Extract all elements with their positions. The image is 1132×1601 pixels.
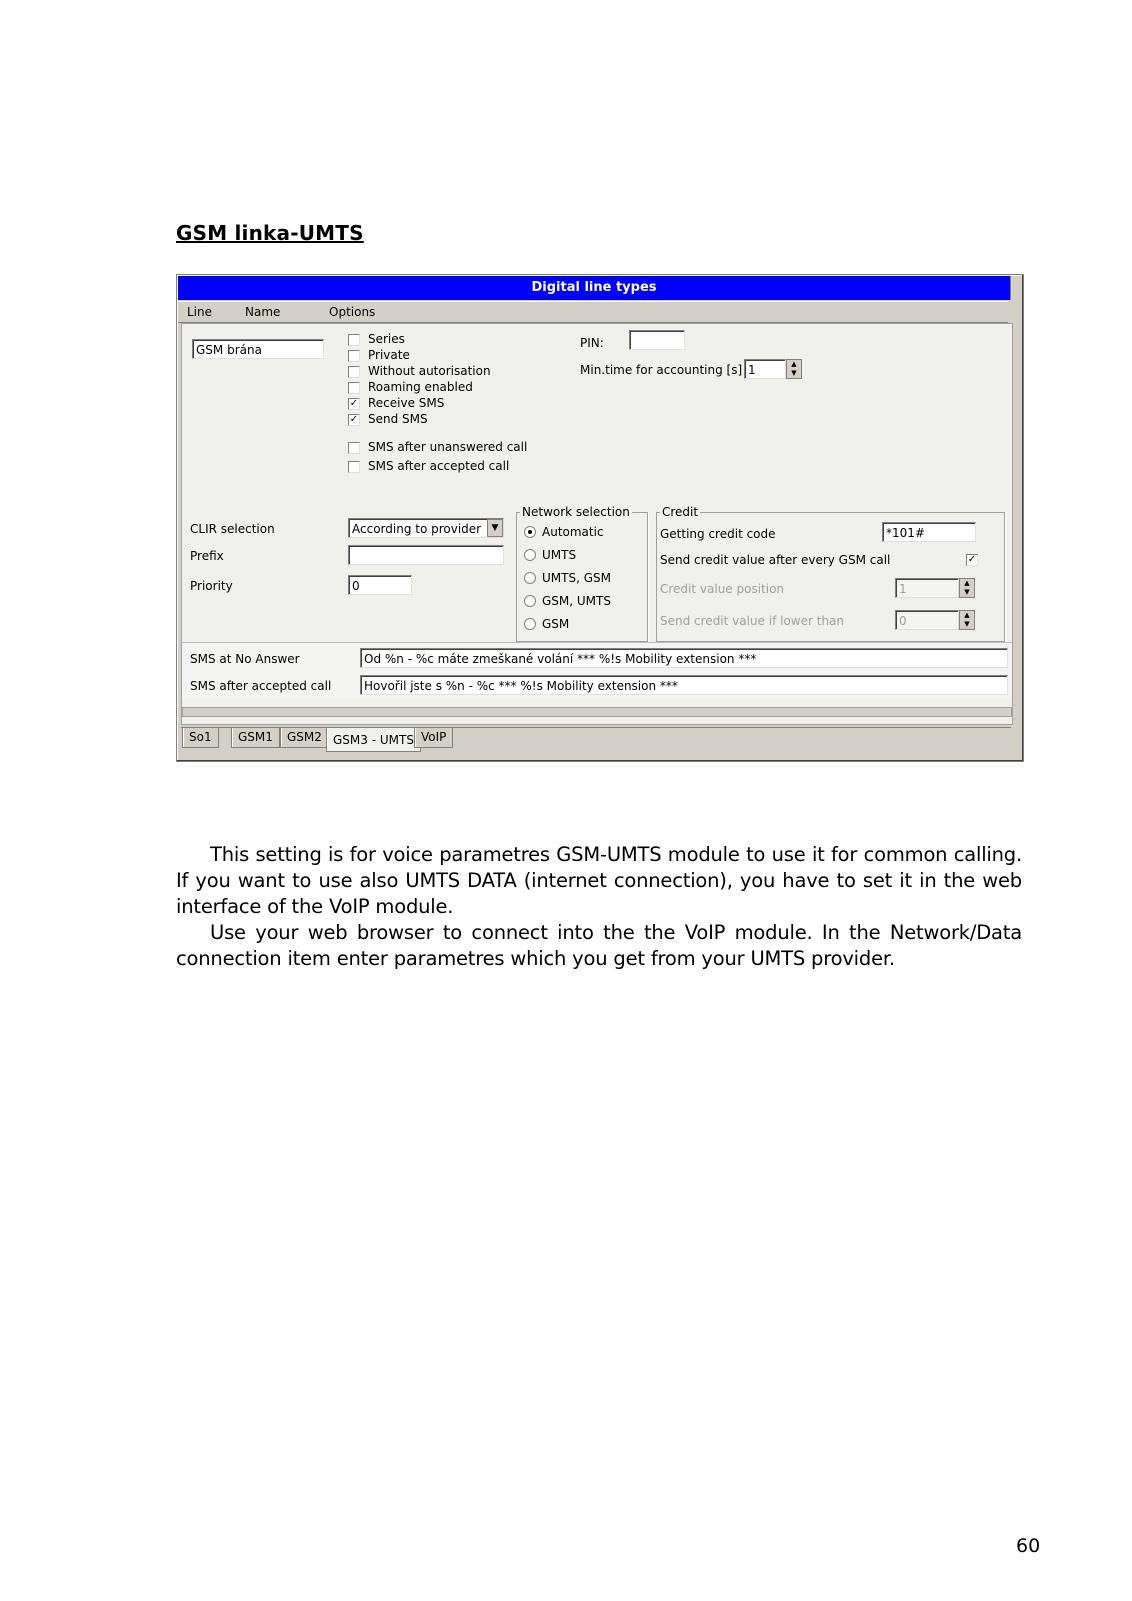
title-scroll-corner — [1010, 276, 1021, 300]
network-radio[interactable] — [524, 572, 536, 584]
column-options[interactable]: Options — [329, 305, 376, 319]
option-checkbox[interactable]: ✓ — [349, 398, 359, 409]
sms-option-checkbox[interactable] — [348, 442, 360, 454]
option-checkbox[interactable]: ✓ — [349, 414, 359, 425]
column-name[interactable]: Name — [245, 305, 281, 319]
credit-code-label: Getting credit code — [660, 527, 776, 541]
network-radio-label: Automatic — [542, 525, 604, 539]
option-label: Without autorisation — [368, 364, 491, 378]
sms-accepted-input[interactable]: Hovořil jste s %n - %c *** %!s Mobility extension *** — [360, 675, 1008, 695]
network-radio-label: GSM — [542, 617, 570, 631]
option-checkbox[interactable] — [348, 382, 360, 394]
horizontal-scrollbar[interactable] — [182, 707, 1012, 717]
send-credit-after-label: Send credit value after every GSM call — [660, 553, 891, 567]
chevron-down-icon[interactable]: ▼ — [487, 519, 503, 537]
option-checkbox[interactable] — [348, 350, 360, 362]
option-checkbox[interactable] — [348, 334, 360, 346]
network-selection-title: Network selection — [522, 505, 630, 519]
prefix-input[interactable] — [348, 545, 504, 565]
network-radio[interactable] — [524, 549, 536, 561]
network-radio[interactable] — [524, 526, 536, 538]
prefix-label: Prefix — [190, 549, 224, 563]
priority-label: Priority — [190, 579, 233, 593]
option-checkbox[interactable] — [348, 366, 360, 378]
tab-gsm2[interactable]: GSM2 — [280, 728, 329, 748]
credit-code-input[interactable]: *101# — [882, 522, 976, 542]
priority-input[interactable]: 0 — [348, 575, 412, 595]
network-radio[interactable] — [524, 595, 536, 607]
credit-title: Credit — [662, 505, 699, 519]
line-name-input[interactable]: GSM brána — [192, 339, 324, 359]
network-radio-label: UMTS — [542, 548, 577, 562]
credit-lower-label: Send credit value if lower than — [660, 614, 845, 628]
paragraph-1: This setting is for voice parametres GSM-UMTS module to use it for common calling. If you want to use also UMTS DATA (internet connection), you have to set it in the web interface of the VoIP module. — [176, 843, 1022, 918]
page-number: 60 — [1016, 1535, 1041, 1557]
window-title: Digital line types — [178, 276, 1010, 300]
tab-gsm3-umts[interactable]: GSM3 - UMTS — [326, 728, 421, 752]
column-line[interactable]: Line — [187, 305, 213, 319]
network-radio[interactable] — [524, 618, 536, 630]
credit-position-spinner[interactable]: ▲ ▼ — [959, 578, 975, 598]
option-label: Roaming enabled — [368, 380, 473, 394]
network-radio-label: UMTS, GSM — [542, 571, 611, 585]
paragraph-2: Use your web browser to connect into the the VoIP module. In the Network/Data connection item enter parametres which you get from your UMTS provider. — [176, 921, 1022, 970]
line-tabs — [181, 727, 1011, 754]
option-label: Receive SMS — [368, 396, 445, 410]
credit-lower-spinner[interactable]: ▲ ▼ — [959, 610, 975, 630]
credit-lower-input[interactable]: 0 — [895, 610, 959, 630]
sms-no-answer-label: SMS at No Answer — [190, 652, 300, 666]
pin-input[interactable] — [629, 330, 685, 350]
pin-label: PIN: — [580, 336, 604, 350]
option-label: Private — [368, 348, 410, 362]
sms-option-checkbox[interactable] — [348, 461, 360, 473]
column-header — [178, 301, 1008, 323]
options-panel — [181, 323, 1013, 725]
clir-label: CLIR selection — [190, 522, 275, 536]
sms-option-label: SMS after accepted call — [368, 459, 510, 473]
sms-no-answer-input[interactable]: Od %n - %c máte zmeškané volání *** %!s Mobility extension *** — [360, 648, 1008, 668]
credit-position-label: Credit value position — [660, 582, 785, 596]
tab-voip[interactable]: VoIP — [414, 728, 453, 748]
min-time-label: Min.time for accounting [s] — [580, 363, 743, 377]
tab-gsm1[interactable]: GSM1 — [231, 728, 280, 748]
network-radio-label: GSM, UMTS — [542, 594, 611, 608]
option-label: Series — [368, 332, 405, 346]
section-heading: GSM linka-UMTS — [176, 221, 364, 245]
option-label: Send SMS — [368, 412, 428, 426]
credit-position-input[interactable]: 1 — [895, 578, 959, 598]
sms-option-label: SMS after unanswered call — [368, 440, 528, 454]
tab-so1[interactable]: So1 — [182, 728, 219, 748]
min-time-spinner[interactable]: ▲ ▼ — [786, 359, 802, 379]
clir-select[interactable]: According to provider — [348, 518, 504, 538]
sms-accepted-label: SMS after accepted call — [190, 679, 332, 693]
min-time-input[interactable]: 1 — [744, 359, 786, 379]
send-credit-after-checkbox[interactable]: ✓ — [967, 554, 977, 565]
digital-line-types-window — [176, 274, 1024, 762]
